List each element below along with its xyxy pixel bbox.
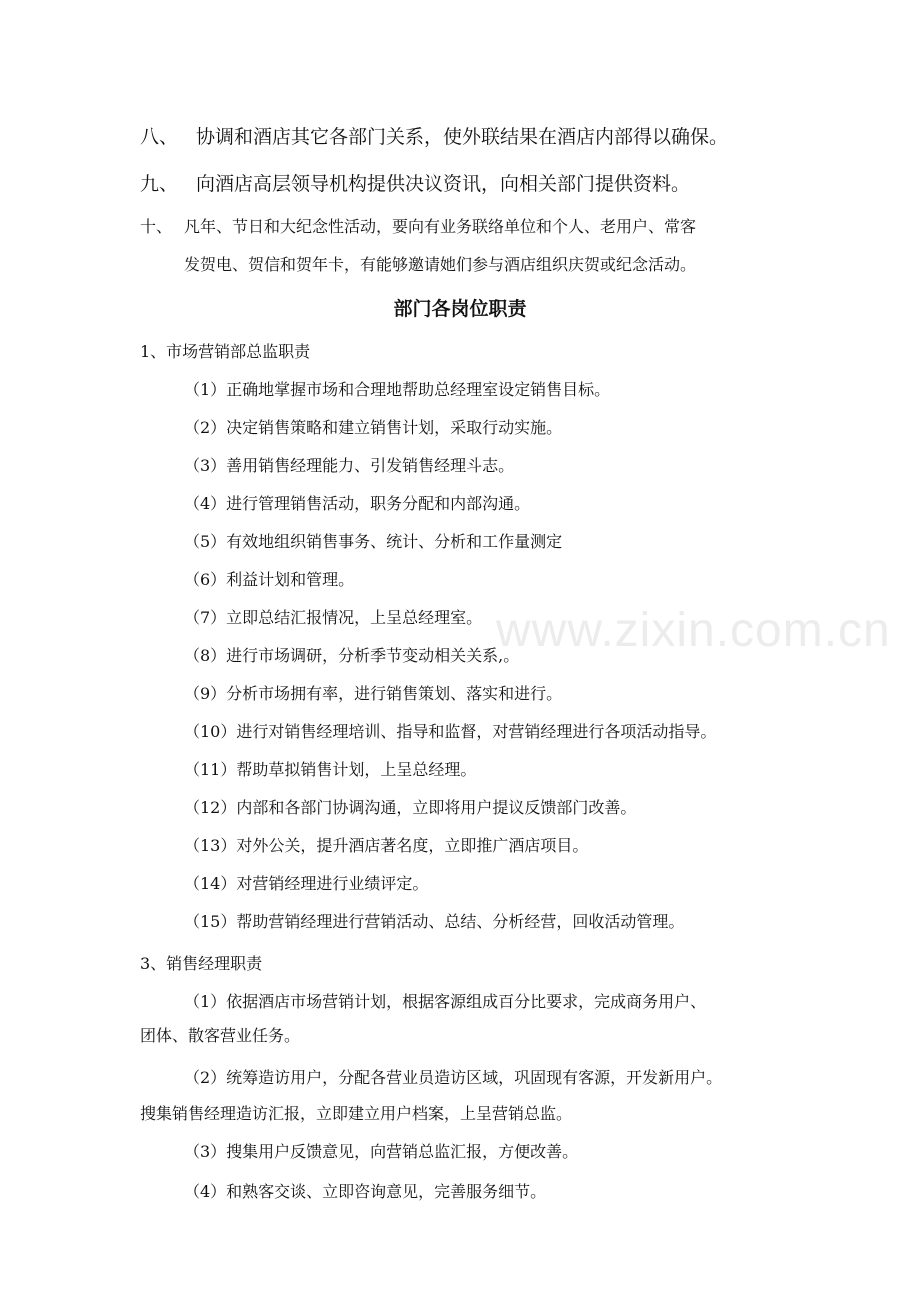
item-eight-text: 协调和酒店其它各部门关系，使外联结果在酒店内部得以确保。 (196, 126, 729, 148)
item-ten-text: 凡年、节日和大纪念性活动，要向有业务联络单位和个人、老用户、常客 (184, 217, 697, 236)
director-item-10: （10）进行对销售经理培训、指导和监督，对营销经理进行各项活动指导。 (184, 722, 717, 741)
director-item-13: （13）对外公关，提升酒店著名度，立即推广酒店项目。 (184, 836, 589, 855)
manager-item-1: （1）依据酒店市场营销计划，根据客源组成百分比要求，完成商务用户、 (184, 992, 707, 1011)
item-eight (140, 124, 728, 150)
manager-item-4: （4）和熟客交谈、立即咨询意见，完善服务细节。 (184, 1182, 547, 1201)
item-eight-number: 八、 (140, 126, 179, 148)
item-ten-number: 十、 (140, 217, 173, 236)
section-title: 部门各岗位职责 (393, 298, 527, 320)
item-ten (140, 216, 696, 238)
director-item-2: （2）决定销售策略和建立销售计划，采取行动实施。 (184, 418, 563, 437)
manager-item-1-continuation: 团体、散客营业任务。 (140, 1026, 301, 1045)
item-nine-number: 九、 (140, 173, 179, 195)
item-ten-continuation: 发贺电、贺信和贺年卡，有能够邀请她们参与酒店组织庆贺或纪念活动。 (184, 255, 697, 274)
director-item-5: （5）有效地组织销售事务、统计、分析和工作量测定 (184, 532, 563, 551)
director-item-4: （4）进行管理销售活动，职务分配和内部沟通。 (184, 494, 531, 513)
manager-item-3: （3）搜集用户反馈意见，向营销总监汇报，方便改善。 (184, 1142, 579, 1161)
director-item-14: （14）对营销经理进行业绩评定。 (184, 874, 429, 893)
manager-item-2-continuation: 搜集销售经理造访汇报，立即建立用户档案，上呈营销总监。 (140, 1104, 573, 1123)
director-heading: 1、市场营销部总监职责 (140, 342, 311, 361)
director-item-12: （12）内部和各部门协调沟通，立即将用户提议反馈部门改善。 (184, 798, 637, 817)
director-item-1: （1）正确地掌握市场和合理地帮助总经理室设定销售目标。 (184, 380, 611, 399)
item-nine-text: 向酒店高层领导机构提供决议资讯，向相关部门提供资料。 (196, 173, 691, 195)
watermark: www.zixin.com.cn (496, 604, 891, 657)
manager-heading: 3、销售经理职责 (140, 954, 263, 973)
director-item-11: （11）帮助草拟销售计划，上呈总经理。 (184, 760, 477, 779)
item-nine (140, 171, 690, 197)
director-item-15: （15）帮助营销经理进行营销活动、总结、分析经营，回收活动管理。 (184, 912, 685, 931)
director-item-8: （8）进行市场调研，分析季节变动相关关系,。 (184, 646, 520, 665)
director-item-3: （3）善用销售经理能力、引发销售经理斗志。 (184, 456, 515, 475)
director-item-7: （7）立即总结汇报情况，上呈总经理室。 (184, 608, 483, 627)
director-item-9: （9）分析市场拥有率，进行销售策划、落实和进行。 (184, 684, 563, 703)
director-item-6: （6）利益计划和管理。 (184, 570, 355, 589)
manager-item-2: （2）统筹造访用户，分配各营业员造访区域，巩固现有客源，开发新用户。 (184, 1068, 723, 1087)
